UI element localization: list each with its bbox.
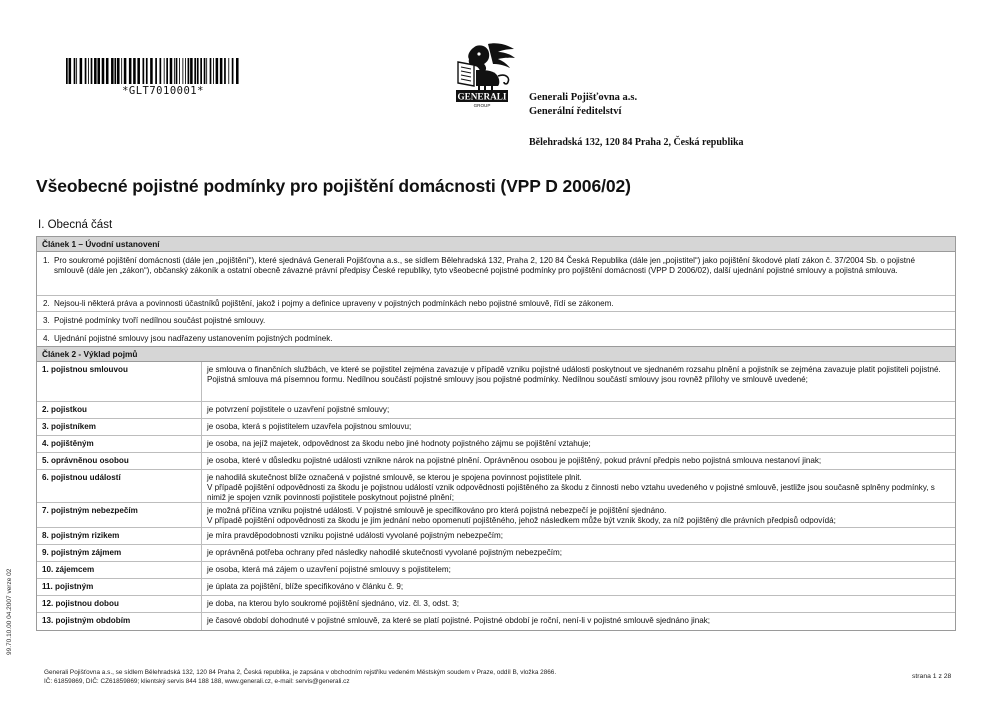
paragraph-text: Nejsou-li některá práva a povinnosti účastníků pojištění, jakož i pojmy a definice upraveny v pojistných podmínkách nebo pojistné smlouvě, řídí se zákonem. xyxy=(54,299,614,308)
definition-description xyxy=(202,362,955,401)
definition-description xyxy=(202,579,955,595)
conditions-table xyxy=(36,236,956,631)
definition-term: 8. pojistným rizikem xyxy=(37,528,202,544)
company-block xyxy=(529,91,637,119)
definition-line: V případě pojištění odpovědnosti za škodu je jím jednání nebo opomenutí pojištěného, jehož následkem může být vznik škody, za níž pojištěný dle právních předpisů odpovídá; xyxy=(207,516,836,525)
version-note: 99.70.10.00 04.2007 verze 02 xyxy=(6,568,13,655)
article2-heading: Článek 2 - Výklad pojmů xyxy=(37,347,955,362)
definition-line: je možná příčina vzniku pojistné události. V pojistné smlouvě je specifikováno pro která pojistná nebezpečí je pojištění sjednáno. xyxy=(207,506,667,515)
definition-line: je potvrzení pojistitele o uzavření pojistné smlouvy; xyxy=(207,405,390,414)
definition-line: je úplata za pojištění, blíže specifikováno v článku č. 9; xyxy=(207,582,404,591)
company-address: Bělehradská 132, 120 84 Praha 2, Česká republika xyxy=(529,137,744,148)
logo-group-text: GROUP xyxy=(473,103,491,108)
definition-line: je smlouva o finančních službách, ve které se pojistitel zejména zavazuje v případě vzniku pojistné události poskytnout ve sjednaném rozsahu plnění a pojistník se zejména zavazuje platit pojistiteli pojistné. xyxy=(207,365,941,374)
paragraph-text: Pro soukromé pojištění domácnosti (dále jen „pojištění“), které sjednává Generali Pojišťovna a.s., se sídlem Bělehradská 132, Praha 2, 120 84 Česká Republika (dále jen „pojistitel“) jako pojištění škodové platí zákon č. 37/2004 Sb. o pojistné smlouvě (dále jen „zákon“), občanský zákoník a ostatní obecně závazné právní předpisy České republiky, tyto všeobecné pojistné podmínky pro pojištění domácnosti (VPP D 2006/02), další ujednání pojistné smlouvy a pojistná smlouva. xyxy=(54,256,915,275)
paragraph-text: Ujednání pojistné smlouvy jsou nadřazeny ustanovením pojistných podmínek. xyxy=(54,334,333,343)
definition-description xyxy=(202,528,955,544)
logo-wordmark: GENERALI xyxy=(457,91,507,102)
definition-line: je časové období dohodnuté v pojistné smlouvě, za které se platí pojistné. Pojistné období je roční, není-li v pojistné smlouvě sjednáno jinak; xyxy=(207,616,711,625)
definition-description xyxy=(202,562,955,578)
definition-term: 4. pojištěným xyxy=(37,436,202,452)
definition-term: 12. pojistnou dobou xyxy=(37,596,202,612)
definition-description xyxy=(202,596,955,612)
part-heading: I. Obecná část xyxy=(38,219,113,231)
article1-paragraph-3 xyxy=(37,312,955,330)
company-department: Generální ředitelství xyxy=(529,106,622,117)
definition-row xyxy=(37,545,955,562)
definition-line: Pojistná smlouva má písemnou formu. Nedílnou součástí pojistné smlouvy jsou pojistné podmínky. Nedílnou součástí smlouvy jsou rovněž přílohy ve smlouvě uvedené; xyxy=(207,375,808,384)
paragraph-text: Pojistné podmínky tvoří nedílnou součást pojistné smlouvy. xyxy=(54,316,266,325)
definition-description xyxy=(202,436,955,452)
generali-lion-logo xyxy=(452,40,520,108)
definition-row xyxy=(37,579,955,596)
definition-term: 6. pojistnou událostí xyxy=(37,470,202,502)
definition-description xyxy=(202,453,955,469)
company-name: Generali Pojišťovna a.s. xyxy=(529,92,638,103)
barcode-text: *GLT7010001* xyxy=(122,85,204,97)
definition-description xyxy=(202,503,955,527)
definition-description xyxy=(202,545,955,561)
definition-term: 11. pojistným xyxy=(37,579,202,595)
article1-paragraph-4 xyxy=(37,330,955,347)
article1-paragraph-2 xyxy=(37,296,955,312)
definition-term: 5. oprávněnou osobou xyxy=(37,453,202,469)
barcode-bars xyxy=(64,58,262,84)
footer-line-2: IČ: 61859869, DIČ: CZ61859869; klientský servis 844 188 188, www.generali.cz, e-mail: servis@generali.cz xyxy=(44,677,350,685)
paragraph-number: 1. xyxy=(43,256,50,265)
definition-line: je oprávněná potřeba ochrany před následky nahodilé skutečnosti vyvolané pojistným nebezpečím; xyxy=(207,548,562,557)
definition-row xyxy=(37,613,955,630)
definition-term: 7. pojistným nebezpečím xyxy=(37,503,202,527)
paragraph-number: 4. xyxy=(43,334,50,343)
definition-line: je osoba, která s pojistitelem uzavřela pojistnou smlouvu; xyxy=(207,422,412,431)
document-title: Všeobecné pojistné podmínky pro pojištění domácnosti (VPP D 2006/02) xyxy=(36,176,631,196)
article1-paragraph-1 xyxy=(37,252,955,296)
definition-term: 1. pojistnou smlouvou xyxy=(37,362,202,401)
paragraph-number: 2. xyxy=(43,299,50,308)
definition-line: je doba, na kterou bylo soukromé pojištění sjednáno, viz. čl. 3, odst. 3; xyxy=(207,599,459,608)
definition-term: 3. pojistníkem xyxy=(37,419,202,435)
definition-line: je osoba, na jejíž majetek, odpovědnost za škodu nebo jiné hodnoty pojistného zájmu se pojištění vztahuje; xyxy=(207,439,591,448)
definition-row xyxy=(37,402,955,419)
definition-row xyxy=(37,596,955,613)
definition-description xyxy=(202,470,955,502)
definition-line: je osoba, které v důsledku pojistné události vznikne nárok na pojistné plnění. Oprávněnou osobou je pojištěný, pokud právní předpis nebo pojistná smlouva nestanoví jinak; xyxy=(207,456,822,465)
definition-line: je osoba, která má zájem o uzavření pojistné smlouvy s pojistitelem; xyxy=(207,565,451,574)
definition-description xyxy=(202,419,955,435)
page-number: strana 1 z 28 xyxy=(912,673,952,680)
footer-line-1: Generali Pojišťovna a.s., se sídlem Bělehradská 132, 120 84 Praha 2, Česká republika, je zapsána v obchodním rejstříku vedeném Městským soudem v Praze, oddíl B, vložka 2866. xyxy=(44,669,557,676)
definition-line: je míra pravděpodobnosti vzniku pojistné události vyvolané pojistným nebezpečím; xyxy=(207,531,504,540)
definition-term: 13. pojistným obdobím xyxy=(37,613,202,630)
definition-description xyxy=(202,613,955,630)
definition-row xyxy=(37,419,955,436)
definition-description xyxy=(202,402,955,418)
barcode xyxy=(64,58,262,97)
definition-row xyxy=(37,528,955,545)
definition-term: 2. pojistkou xyxy=(37,402,202,418)
definition-term: 10. zájemcem xyxy=(37,562,202,578)
definition-row xyxy=(37,453,955,470)
definition-line: je nahodilá skutečnost blíže označená v pojistné smlouvě, se kterou je spojena povinnost pojistitele plnit. xyxy=(207,473,582,482)
definition-row xyxy=(37,503,955,528)
definition-row xyxy=(37,362,955,402)
definition-term: 9. pojistným zájmem xyxy=(37,545,202,561)
article1-heading: Článek 1 – Úvodní ustanovení xyxy=(37,237,955,252)
definition-line: V případě pojištění odpovědnosti za škodu je pojistnou událostí vznik odpovědnosti pojištěného za škodu z činnosti nebo vztahu uvedeného v pojistné smlouvě, jestliže jsou současně splněny podmínky, s nimiž je spojen vznik povinnosti pojistitele poskytnout pojistné plnění; xyxy=(207,483,935,502)
paragraph-number: 3. xyxy=(43,316,50,325)
definition-row xyxy=(37,470,955,503)
definition-row xyxy=(37,562,955,579)
footer xyxy=(44,669,556,686)
definition-row xyxy=(37,436,955,453)
